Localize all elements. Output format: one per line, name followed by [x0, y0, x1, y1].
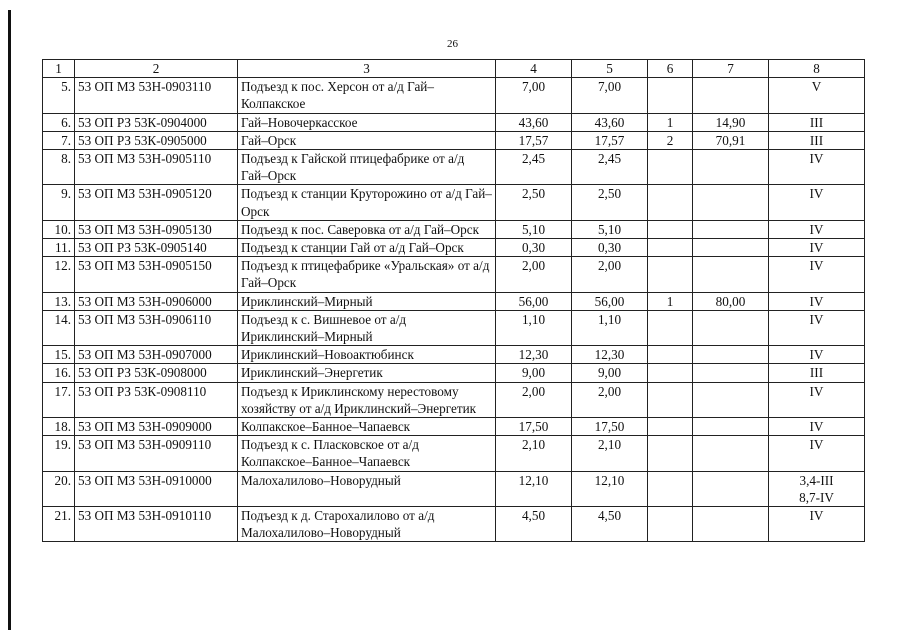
category-cell: IV	[769, 292, 865, 310]
bridge-length-cell	[693, 364, 769, 382]
bridge-count-cell	[648, 382, 693, 417]
bridge-count-cell	[648, 436, 693, 471]
total-length-cell: 4,50	[496, 507, 572, 542]
road-name-cell: Подъезд к с. Пласковское от а/д Колпакское–Банное–Чапаевск	[238, 436, 496, 471]
road-code-cell: 53 ОП РЗ 53К-0905140	[75, 239, 238, 257]
road-code-cell: 53 ОП МЗ 53Н-0905130	[75, 220, 238, 238]
table-row	[43, 150, 865, 185]
road-code-cell: 53 ОП МЗ 53Н-0905150	[75, 257, 238, 292]
hard-surface-length-cell: 2,45	[572, 150, 648, 185]
category-cell: IV	[769, 185, 865, 220]
header-cell: 8	[769, 60, 865, 78]
total-length-cell: 2,50	[496, 185, 572, 220]
total-length-cell: 0,30	[496, 239, 572, 257]
bridge-length-cell	[693, 257, 769, 292]
header-cell: 4	[496, 60, 572, 78]
bridge-count-cell	[648, 239, 693, 257]
road-name-cell: Подъезд к Ириклинскому нерестовому хозяйству от а/д Ириклинский–Энергетик	[238, 382, 496, 417]
category-cell: IV	[769, 382, 865, 417]
header-cell: 5	[572, 60, 648, 78]
bridge-count-cell	[648, 257, 693, 292]
bridge-count-cell	[648, 418, 693, 436]
road-code-cell: 53 ОП МЗ 53Н-0907000	[75, 346, 238, 364]
row-number-cell: 16.	[43, 364, 75, 382]
bridge-count-cell	[648, 185, 693, 220]
total-length-cell: 5,10	[496, 220, 572, 238]
category-cell: IV	[769, 220, 865, 238]
road-name-cell: Подъезд к пос. Саверовка от а/д Гай–Орск	[238, 220, 496, 238]
row-number-cell: 5.	[43, 78, 75, 113]
road-code-cell: 53 ОП МЗ 53Н-0910110	[75, 507, 238, 542]
row-number-cell: 6.	[43, 113, 75, 131]
bridge-length-cell	[693, 418, 769, 436]
road-name-cell: Подъезд к пос. Херсон от а/д Гай–Колпакское	[238, 78, 496, 113]
hard-surface-length-cell: 1,10	[572, 310, 648, 345]
bridge-length-cell	[693, 346, 769, 364]
category-cell: IV	[769, 257, 865, 292]
table-row	[43, 346, 865, 364]
road-code-cell: 53 ОП РЗ 53К-0904000	[75, 113, 238, 131]
road-code-cell: 53 ОП МЗ 53Н-0905110	[75, 150, 238, 185]
bridge-length-cell	[693, 436, 769, 471]
category-cell: IV	[769, 507, 865, 542]
bridge-length-cell	[693, 150, 769, 185]
bridge-length-cell	[693, 471, 769, 506]
hard-surface-length-cell: 2,50	[572, 185, 648, 220]
road-code-cell: 53 ОП МЗ 53Н-0906110	[75, 310, 238, 345]
row-number-cell: 20.	[43, 471, 75, 506]
bridge-length-cell	[693, 382, 769, 417]
hard-surface-length-cell: 9,00	[572, 364, 648, 382]
table-row	[43, 436, 865, 471]
total-length-cell: 12,30	[496, 346, 572, 364]
table-row	[43, 220, 865, 238]
hard-surface-length-cell: 17,57	[572, 131, 648, 149]
page-number: 26	[447, 38, 458, 50]
total-length-cell: 2,00	[496, 257, 572, 292]
total-length-cell: 56,00	[496, 292, 572, 310]
road-name-cell: Гай–Новочеркасское	[238, 113, 496, 131]
header-cell: 7	[693, 60, 769, 78]
road-name-cell: Ириклинский–Новоактюбинск	[238, 346, 496, 364]
hard-surface-length-cell: 2,10	[572, 436, 648, 471]
table-row	[43, 292, 865, 310]
category-cell: IV	[769, 310, 865, 345]
table-row	[43, 257, 865, 292]
hard-surface-length-cell: 56,00	[572, 292, 648, 310]
road-code-cell: 53 ОП МЗ 53Н-0910000	[75, 471, 238, 506]
road-code-cell: 53 ОП МЗ 53Н-0905120	[75, 185, 238, 220]
row-number-cell: 9.	[43, 185, 75, 220]
bridge-length-cell	[693, 220, 769, 238]
road-code-cell: 53 ОП МЗ 53Н-0906000	[75, 292, 238, 310]
road-name-cell: Подъезд к с. Вишневое от а/д Ириклинский–Мирный	[238, 310, 496, 345]
hard-surface-length-cell: 12,30	[572, 346, 648, 364]
hard-surface-length-cell: 43,60	[572, 113, 648, 131]
category-cell: III	[769, 113, 865, 131]
bridge-count-cell	[648, 471, 693, 506]
road-code-cell: 53 ОП МЗ 53Н-0909000	[75, 418, 238, 436]
bridge-length-cell	[693, 185, 769, 220]
hard-surface-length-cell: 5,10	[572, 220, 648, 238]
table-row	[43, 382, 865, 417]
bridge-count-cell	[648, 78, 693, 113]
table-row	[43, 310, 865, 345]
row-number-cell: 21.	[43, 507, 75, 542]
hard-surface-length-cell: 2,00	[572, 257, 648, 292]
bridge-count-cell	[648, 507, 693, 542]
row-number-cell: 10.	[43, 220, 75, 238]
total-length-cell: 7,00	[496, 78, 572, 113]
bridge-count-cell: 1	[648, 113, 693, 131]
total-length-cell: 17,57	[496, 131, 572, 149]
row-number-cell: 13.	[43, 292, 75, 310]
category-cell: 3,4-III 8,7-IV	[769, 471, 865, 506]
table-row	[43, 239, 865, 257]
road-registry-table	[42, 59, 865, 542]
row-number-cell: 12.	[43, 257, 75, 292]
table-row	[43, 131, 865, 149]
road-name-cell: Колпакское–Банное–Чапаевск	[238, 418, 496, 436]
hard-surface-length-cell: 4,50	[572, 507, 648, 542]
road-name-cell: Подъезд к Гайской птицефабрике от а/д Гай–Орск	[238, 150, 496, 185]
table-row	[43, 113, 865, 131]
bridge-length-cell: 80,00	[693, 292, 769, 310]
road-name-cell: Малохалилово–Новорудный	[238, 471, 496, 506]
category-cell: III	[769, 364, 865, 382]
road-name-cell: Ириклинский–Энергетик	[238, 364, 496, 382]
header-cell: 1	[43, 60, 75, 78]
bridge-count-cell	[648, 150, 693, 185]
table-row	[43, 471, 865, 506]
bridge-count-cell	[648, 364, 693, 382]
road-name-cell: Подъезд к д. Старохалилово от а/д Малохалилово–Новорудный	[238, 507, 496, 542]
total-length-cell: 1,10	[496, 310, 572, 345]
total-length-cell: 2,00	[496, 382, 572, 417]
category-cell: IV	[769, 346, 865, 364]
total-length-cell: 12,10	[496, 471, 572, 506]
table-row	[43, 507, 865, 542]
bridge-count-cell	[648, 220, 693, 238]
bridge-count-cell	[648, 346, 693, 364]
category-cell: IV	[769, 436, 865, 471]
hard-surface-length-cell: 7,00	[572, 78, 648, 113]
road-name-cell: Ириклинский–Мирный	[238, 292, 496, 310]
header-row	[43, 60, 865, 78]
row-number-cell: 7.	[43, 131, 75, 149]
row-number-cell: 11.	[43, 239, 75, 257]
total-length-cell: 2,10	[496, 436, 572, 471]
hard-surface-length-cell: 0,30	[572, 239, 648, 257]
road-name-cell: Подъезд к станции Круторожино от а/д Гай–Орск	[238, 185, 496, 220]
road-code-cell: 53 ОП РЗ 53К-0905000	[75, 131, 238, 149]
total-length-cell: 43,60	[496, 113, 572, 131]
row-number-cell: 15.	[43, 346, 75, 364]
bridge-length-cell	[693, 507, 769, 542]
row-number-cell: 17.	[43, 382, 75, 417]
total-length-cell: 9,00	[496, 364, 572, 382]
bridge-count-cell: 2	[648, 131, 693, 149]
bridge-length-cell	[693, 310, 769, 345]
bridge-length-cell: 14,90	[693, 113, 769, 131]
header-cell: 3	[238, 60, 496, 78]
road-code-cell: 53 ОП МЗ 53Н-0903110	[75, 78, 238, 113]
bridge-count-cell: 1	[648, 292, 693, 310]
table-row	[43, 78, 865, 113]
table-row	[43, 185, 865, 220]
category-cell: III	[769, 131, 865, 149]
row-number-cell: 19.	[43, 436, 75, 471]
total-length-cell: 17,50	[496, 418, 572, 436]
road-code-cell: 53 ОП РЗ 53К-0908110	[75, 382, 238, 417]
page-edge-line	[8, 10, 11, 630]
road-code-cell: 53 ОП МЗ 53Н-0909110	[75, 436, 238, 471]
category-cell: IV	[769, 239, 865, 257]
hard-surface-length-cell: 17,50	[572, 418, 648, 436]
road-name-cell: Подъезд к станции Гай от а/д Гай–Орск	[238, 239, 496, 257]
row-number-cell: 18.	[43, 418, 75, 436]
road-name-cell: Подъезд к птицефабрике «Уральская» от а/д Гай–Орск	[238, 257, 496, 292]
bridge-length-cell	[693, 78, 769, 113]
hard-surface-length-cell: 12,10	[572, 471, 648, 506]
hard-surface-length-cell: 2,00	[572, 382, 648, 417]
road-name-cell: Гай–Орск	[238, 131, 496, 149]
row-number-cell: 14.	[43, 310, 75, 345]
row-number-cell: 8.	[43, 150, 75, 185]
bridge-length-cell: 70,91	[693, 131, 769, 149]
bridge-length-cell	[693, 239, 769, 257]
header-cell: 6	[648, 60, 693, 78]
table-row	[43, 364, 865, 382]
bridge-count-cell	[648, 310, 693, 345]
header-cell: 2	[75, 60, 238, 78]
total-length-cell: 2,45	[496, 150, 572, 185]
table-row	[43, 418, 865, 436]
category-cell: IV	[769, 150, 865, 185]
road-code-cell: 53 ОП РЗ 53К-0908000	[75, 364, 238, 382]
category-cell: V	[769, 78, 865, 113]
category-cell: IV	[769, 418, 865, 436]
